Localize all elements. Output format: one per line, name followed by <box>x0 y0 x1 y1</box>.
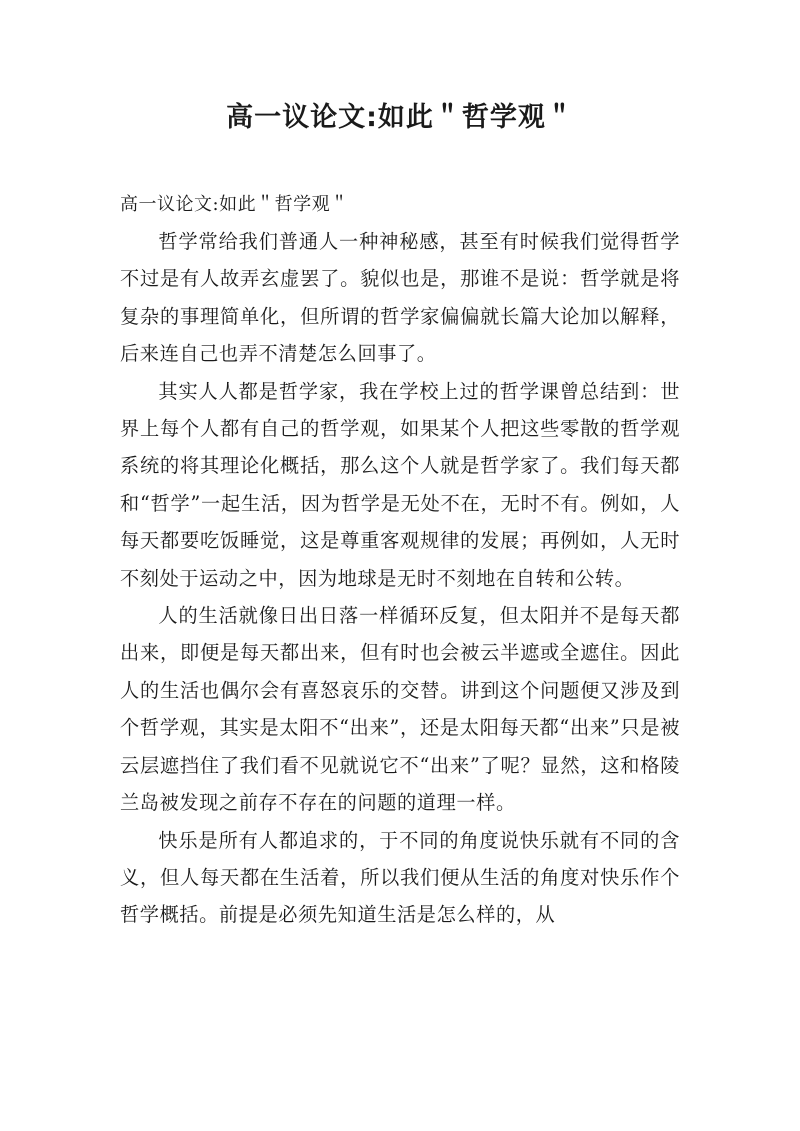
document-title: 高一议论文:如此＂哲学观＂ <box>226 102 574 133</box>
document-body <box>120 187 680 934</box>
paragraph-4: 快乐是所有人都追求的，于不同的角度说快乐就有不同的含义，但人每天都在生活着，所以我们便从生活的角度对快乐作个哲学概括。前提是必须先知道生活是怎么样的，从 <box>120 828 680 927</box>
paragraph-1: 哲学常给我们普通人一种神秘感，甚至有时候我们觉得哲学不过是有人故弄玄虚罢了。貌似也是，那谁不是说：哲学就是将复杂的事理简单化，但所谓的哲学家偏偏就长篇大论加以解释，后来连自己也弄不清楚怎么回事了。 <box>120 230 680 366</box>
paragraph-3: 人的生活就像日出日落一样循环反复，但太阳并不是每天都出来，即便是每天都出来，但有时也会被云半遮或全遮住。因此人的生活也偶尔会有喜怒哀乐的交替。讲到这个问题便又涉及到个哲学观，其实是太阳不“出来”，还是太阳每天都“出来”只是被云层遮挡住了我们看不见就说它不“出来”了呢？显然，这和格陵兰岛被发现之前存不存在的问题的道理一样。 <box>120 604 680 815</box>
document-subtitle: 高一议论文:如此＂哲学观＂ <box>120 194 349 215</box>
paragraph-2: 其实人人都是哲学家，我在学校上过的哲学课曾总结到：世界上每个人都有自己的哲学观，如果某个人把这些零散的哲学观系统的将其理论化概括，那么这个人就是哲学家了。我们每天都和“哲学”一起生活，因为哲学是无处不在，无时不有。例如，人每天都要吃饭睡觉，这是尊重客观规律的发展；再例如，人无时不刻处于运动之中，因为地球是无时不刻地在自转和公转。 <box>120 379 680 590</box>
